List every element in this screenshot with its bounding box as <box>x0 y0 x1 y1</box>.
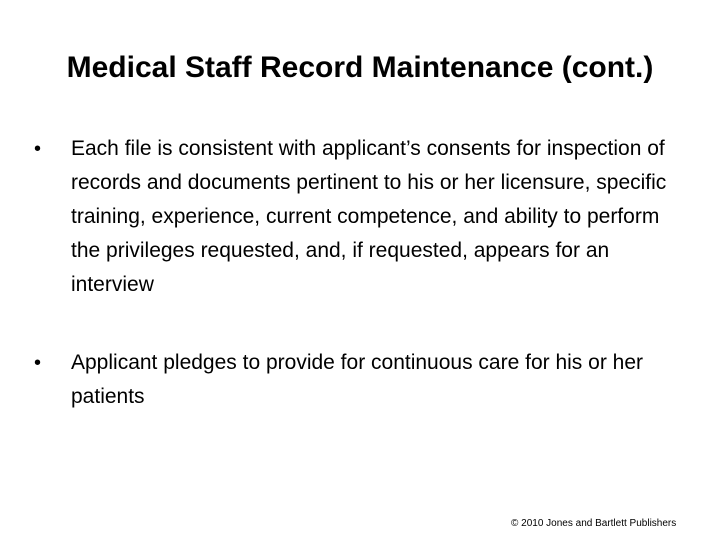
bullet-item <box>34 132 694 302</box>
bullet-marker: • <box>34 352 42 374</box>
bullet-list <box>34 132 694 414</box>
bullet-marker: • <box>34 138 42 160</box>
bullet-text: Each file is consistent with applicant’s consents for inspection of records and documents pertinent to his or her licensure, specific training, experience, current competence, and ability to perform the privileges requested, and, if requested, appears for an interview <box>71 137 667 296</box>
copyright-footer: © 2010 Jones and Bartlett Publishers <box>511 518 677 529</box>
bullet-item <box>34 346 694 414</box>
slide-title: Medical Staff Record Maintenance (cont.) <box>66 51 654 84</box>
bullet-text: Applicant pledges to provide for continuous care for his or her patients <box>71 351 643 408</box>
